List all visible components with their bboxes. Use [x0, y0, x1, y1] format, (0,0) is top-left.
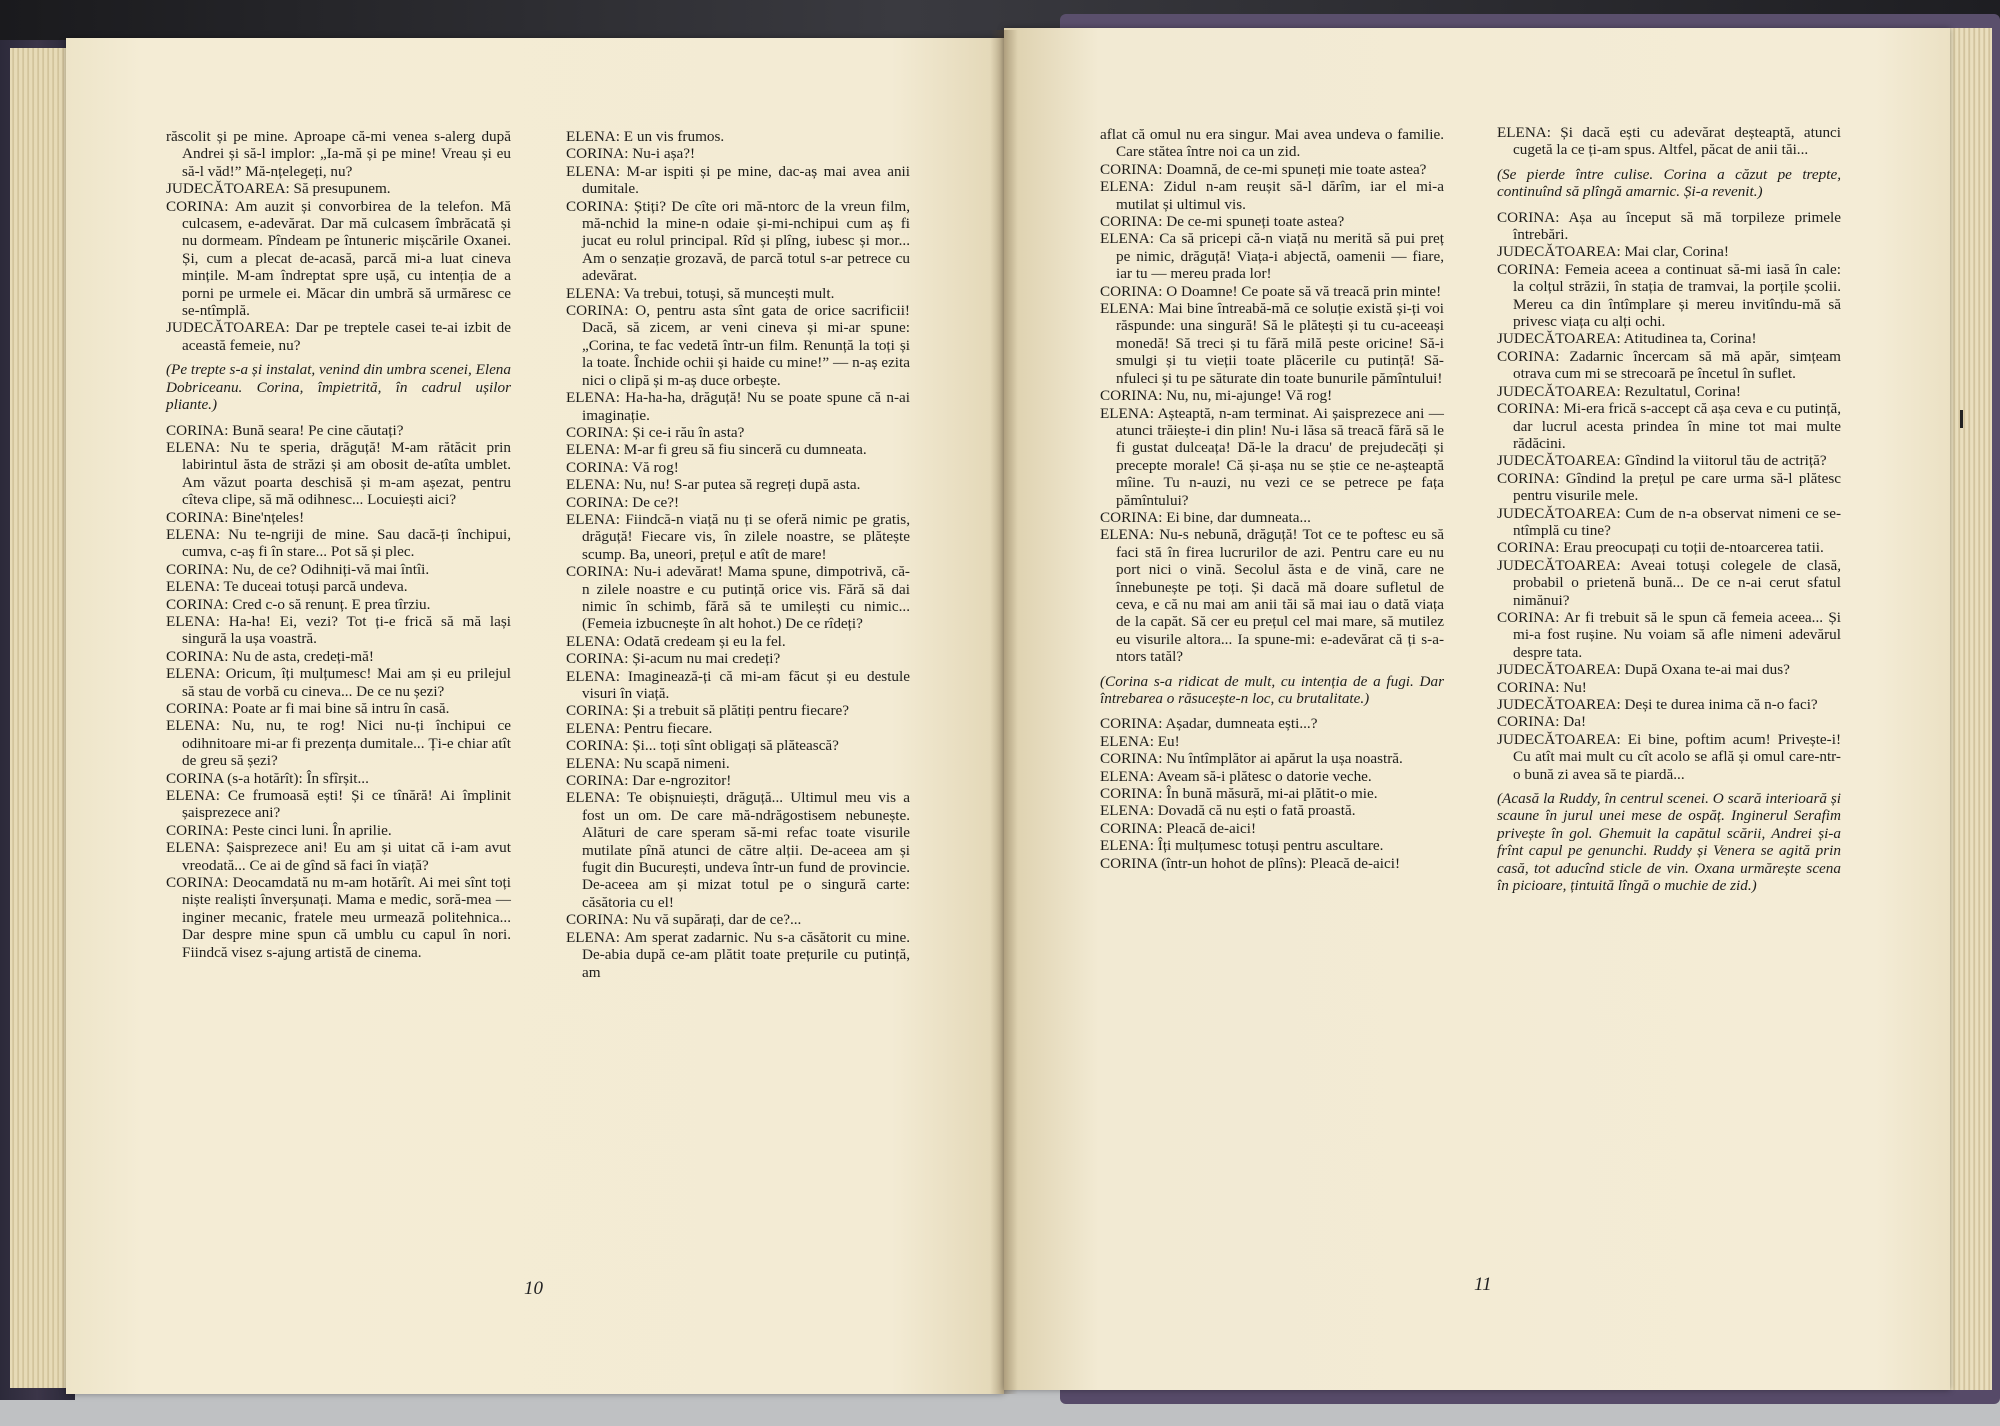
dialogue-line: CORINA: Nu, de ce? Odihniți-vă mai întîi.: [166, 560, 430, 578]
dialogue-line: CORINA: Erau preocupați cu toții de-ntoarcerea tatii.: [1497, 539, 1824, 557]
dialogue-line: CORINA: O, pentru asta sînt gata de orice sacrificii! Dacă, să zicem, ar veni cineva și mi-ar spune: „Corina, te fac vedetă într-un film. Renunță la toți și la toate. Închide ochii și haide cu mine!” — n-aș ezita nici o clipă și m-aș duce orbește.: [566, 302, 910, 389]
dialogue-line: CORINA: Bună seara! Pe cine căutați?: [166, 421, 404, 439]
dialogue-line: CORINA: O Doamne! Ce poate să vă treacă prin minte!: [1100, 282, 1442, 300]
dialogue-line: ELENA: Zidul n-am reușit să-l dărîm, iar el mi-a mutilat și ultimul vis.: [1100, 178, 1444, 213]
dialogue-line: CORINA: Ei bine, dar dumneata...: [1100, 508, 1311, 526]
stage-direction: (Se pierde între culise. Corina a căzut pe trepte, continuînd să plîngă amarnic. Și-a revenit.): [1497, 165, 1841, 201]
dialogue-line: CORINA: Mi-era frică s-accept că așa ceva e cu putință, dar lucrul acesta prindea în mine tot mai multe rădăcini.: [1497, 400, 1841, 452]
dialogue-line: CORINA: Doamnă, de ce-mi spuneți mie toate astea?: [1100, 160, 1427, 178]
dialogue-line: ELENA: Nu te speria, drăguță! M-am rătăcit prin labirintul ăsta de străzi și am obosit de-atîta umblet. Am văzut poarta deschisă și m-am așezat, pentru cîteva clipe, să mă odihnesc... Locuiești aici?: [166, 438, 511, 509]
dialogue-line: ELENA: Șaisprezece ani! Eu am și uitat că i-am avut vreodată... Ce ai de gînd să faci în viață?: [166, 839, 511, 874]
dialogue-line: CORINA (s-a hotărît): În sfîrșit...: [166, 769, 369, 787]
dialogue-line: JUDECĂTOAREA: Dar pe treptele casei te-ai izbit de această femeie, nu?: [166, 319, 511, 354]
dialogue-line: ELENA: Și dacă ești cu adevărat deșteaptă, atunci cugetă la ce ți-am spus. Altfel, păcat de anii tăi...: [1497, 124, 1841, 159]
right-page-column-2: [1497, 124, 1841, 902]
dialogue-line: ELENA: Imaginează-ți că mi-am făcut și eu destule visuri în viață.: [566, 667, 910, 702]
dialogue-line: CORINA: Cred c-o să renunț. E prea tîrziu.: [166, 595, 431, 613]
dialogue-line: JUDECĂTOAREA: Mai clar, Corina!: [1497, 243, 1729, 261]
dialogue-line: CORINA: Nu de asta, credeți-mă!: [166, 647, 374, 665]
dialogue-line: CORINA: Zadarnic încercam să mă apăr, simțeam otrava cum mi se strecoară pe încetul în suflet.: [1497, 347, 1841, 383]
dialogue-line: JUDECĂTOAREA: Cum de n-a observat nimeni ce se-ntîmplă cu tine?: [1497, 504, 1841, 539]
dialogue-line: CORINA: Bine'nțeles!: [166, 508, 305, 526]
dialogue-line: ELENA: Va trebui, totuși, să muncești mult.: [566, 284, 835, 302]
dialogue-line: ELENA: M-ar ispiti și pe mine, dac-aș mai avea anii dumitale.: [566, 162, 910, 198]
page-edges-left: [10, 48, 72, 1388]
dialogue-line: ELENA: Nu-s nebună, drăguță! Tot ce te poftesc eu să faci stă în firea lucrurilor de azi. Pentru care eu nu port nici o vină. Secolul ăsta e de vină, care ne înnebunește pe toți. Și dacă mă doare sufletul de ceva, e că nu mai am anii tăi să mai iau o dată viața de la capăt. Să cer eu prețul cel mai mare, să mutilez eu visurile altora... Ia spune-mi: e-adevărat că ți s-a-ntors tatăl?: [1100, 526, 1444, 666]
margin-mark: [1960, 410, 1963, 428]
dialogue-line: CORINA: Ar fi trebuit să le spun că femeia aceea... Și mi-a fost rușine. Nu voiam să afle nimeni adevărul despre tata.: [1497, 608, 1841, 661]
dialogue-line: aflat că omul nu era singur. Mai avea undeva o familie. Care stătea între noi ca un zid.: [1100, 126, 1444, 161]
dialogue-line: JUDECĂTOAREA: Gîndind la viitorul tău de actriță?: [1497, 452, 1827, 470]
dialogue-line: CORINA: Dar e-ngrozitor!: [566, 772, 732, 790]
dialogue-line: ELENA: Te duceai totuși parcă undeva.: [166, 578, 408, 596]
dialogue-line: CORINA (într-un hohot de plîns): Pleacă de-aici!: [1100, 854, 1400, 872]
dialogue-line: ELENA: Ce frumoasă ești! Și ce tînără! Ai împlinit șaisprezece ani?: [166, 787, 511, 822]
dialogue-line: CORINA: Nu, nu, mi-ajunge! Vă rog!: [1100, 387, 1333, 405]
dialogue-line: CORINA: Nu-i așa?!: [566, 145, 696, 163]
left-page-column-2: [566, 128, 910, 981]
dialogue-line: JUDECĂTOAREA: Ei bine, poftim acum! Privește-i! Cu atît mai mult cu cît acolo se află și omul care-ntr-o bună zi avea să te piardă...: [1497, 730, 1841, 783]
dialogue-line: CORINA: Așa au început să mă torpileze primele întrebări.: [1497, 208, 1841, 244]
dialogue-line: ELENA: Ca să pricepi că-n viață nu merită să pui preț pe nimic, drăguță! Viața-i abjectă, oamenii — fiare, iar tu — mereu prada lor!: [1100, 230, 1444, 283]
dialogue-line: ELENA: Nu scapă nimeni.: [566, 754, 730, 772]
dialogue-line: JUDECĂTOAREA: După Oxana te-ai mai dus?: [1497, 661, 1790, 679]
stage-direction: (Pe trepte s-a și instalat, venind din umbra scenei, Elena Dobriceanu. Corina, împietrită, în cadrul ușilor pliante.): [166, 361, 511, 414]
dialogue-line: CORINA: În bună măsură, mi-ai plătit-o mie.: [1100, 785, 1378, 803]
dialogue-line: CORINA: Nu vă supărați, dar de ce?...: [566, 911, 802, 929]
dialogue-line: CORINA: Pleacă de-aici!: [1100, 819, 1257, 837]
dialogue-line: JUDECĂTOAREA: Rezultatul, Corina!: [1497, 382, 1741, 400]
dialogue-line: CORINA: Poate ar fi mai bine să intru în casă.: [166, 700, 450, 717]
dialogue-line: CORINA: Așadar, dumneata ești...?: [1100, 715, 1318, 733]
dialogue-line: ELENA: Fiindcă-n viață nu ți se oferă nimic pe gratis, drăguță! Fiecare vis, în zilele noastre, se plătește scump. Ba, uneori, prețul e atît de mare!: [566, 510, 910, 563]
page-number-left: 10: [524, 1278, 543, 1299]
dialogue-line: ELENA: E un vis frumos.: [566, 128, 725, 145]
book-gutter: [990, 30, 1018, 1394]
dialogue-line: ELENA: Ha-ha-ha, drăguță! Nu se poate spune că n-ai imaginație.: [566, 389, 910, 424]
dialogue-line: ELENA: Dovadă că nu ești o fată proastă.: [1100, 802, 1356, 820]
dialogue-line: ELENA: Așteaptă, n-am terminat. Ai șaisprezece ani — atunci trăiește-i din plin! Nu-i lăsa să treacă fără să le fi gustat dulceața! Dă-le la dracu' de prejudecăți și precepte morale! Că și-așa nu se știe ce ne-așteaptă mîine. Tu n-auzi, nu vezi ce se petrece pe fața pămîntului?: [1100, 404, 1444, 509]
dialogue-line: ELENA: Odată credeam și eu la fel.: [566, 632, 786, 650]
dialogue-line: CORINA: Și ce-i rău în asta?: [566, 423, 745, 441]
dialogue-line: CORINA: Și... toți sînt obligați să plătească?: [566, 737, 839, 755]
left-page-column-1: [166, 128, 511, 961]
dialogue-line: CORINA: Gîndind la prețul pe care urma să-l plătesc pentru visurile mele.: [1497, 469, 1841, 505]
dialogue-line: ELENA: Am sperat zadarnic. Nu s-a căsătorit cu mine. De-abia după ce-am plătit toate prețurile cu putință, am: [566, 928, 910, 981]
dialogue-line: CORINA: Femeia aceea a continuat să-mi iasă în cale: la colțul străzii, în stația de tramvai, la porțile școlii. Mereu ca din întîmplare și mereu invitîndu-mă să privesc viața cu alți ochi.: [1497, 260, 1841, 331]
dialogue-line: ELENA: Îți mulțumesc totuși pentru ascultare.: [1100, 837, 1384, 855]
dialogue-line: CORINA: Da!: [1497, 713, 1587, 731]
stage-direction: (Corina s-a ridicat de mult, cu intenția de a fugi. Dar întrebarea o răsucește-n loc, cu brutalitate.): [1100, 672, 1444, 707]
dialogue-line: ELENA: Nu, nu! S-ar putea să regreți după asta.: [566, 476, 861, 494]
dialogue-line: CORINA: Nu-i adevărat! Mama spune, dimpotrivă, că-n zilele noastre e cu putință orice vis. Fără să dai nimic în schimb, fără să te umilești cu nimic... (Femeia izbucnește în alt hohot.) De ce rîdeți?: [566, 563, 910, 633]
dialogue-line: CORINA: Nu întîmplător ai apărut la ușa noastră.: [1100, 750, 1403, 768]
dialogue-line: răscolit și pe mine. Aproape că-mi venea s-alerg după Andrei și să-l implor: „Ia-mă și pe mine! Vreau și eu să-l văd!” Mă-nțelegeți, nu?: [166, 128, 511, 180]
dialogue-line: ELENA: Nu, nu, te rog! Nici nu-ți închipui ce odihnitoare mi-ar fi prezența dumitale... Ți-e chiar atît de greu să șezi?: [166, 717, 511, 770]
dialogue-line: JUDECĂTOAREA: Deși te durea inima că n-o faci?: [1497, 696, 1818, 713]
dialogue-line: CORINA: Am auzit și convorbirea de la telefon. Mă culcasem, e-adevărat. Dar mă culcasem îmbrăcată și nu dormeam. Pîndeam pe întuneric mișcările Oxanei. Și, cum a plecat de-acasă, parcă mi-a luat cineva mințile. M-am îndreptat spre ușă, cu intenția de a porni pe urmele ei. Măcar din umbră să urmăresc ce se-ntîmplă.: [166, 197, 511, 320]
right-page-column-1: [1100, 126, 1444, 872]
dialogue-line: CORINA: Și-acum nu mai credeți?: [566, 650, 781, 668]
page-number-right: 11: [1474, 1274, 1492, 1295]
stage-direction: (Acasă la Ruddy, în centrul scenei. O scară interioară și scaune în jurul unei mese de ospăț. Inginerul Serafim privește în gol. Ghemuit la capătul scării, Andrei și-a frînt capul pe genunchi. Ruddy și Venera se agită prin casă, tot aducînd sticle de vin. Oxana urmărește scena în picioare, țintuită lîngă o muchie de zid.): [1497, 790, 1841, 895]
dialogue-line: JUDECĂTOAREA: Atitudinea ta, Corina!: [1497, 330, 1757, 348]
dialogue-line: ELENA: Nu te-ngriji de mine. Sau dacă-ți închipui, cumva, c-aș fi în stare... Pot să și plec.: [166, 525, 511, 561]
dialogue-line: ELENA: Eu!: [1100, 732, 1180, 750]
dialogue-line: ELENA: M-ar fi greu să fiu sinceră cu dumneata.: [566, 441, 867, 459]
dialogue-line: JUDECĂTOAREA: Aveai totuși colegele de clasă, probabil o prietenă bună... De ce n-ai cerut sfatul nimănui?: [1497, 556, 1841, 609]
dialogue-line: CORINA: Deocamdată nu m-am hotărît. Ai mei sînt toți niște realiști înverșunați. Mama e medic, soră-mea — inginer mecanic, fratele meu urmează politehnica... Dar despre mine spun că umblu cu capul în nori. Fiindcă visez s-ajung artistă de cinema.: [166, 874, 511, 961]
dialogue-line: CORINA: De ce?!: [566, 493, 680, 511]
dialogue-line: CORINA: Și a trebuit să plătiți pentru fiecare?: [566, 702, 849, 720]
dialogue-line: ELENA: Ha-ha! Ei, vezi? Tot ți-e frică să mă lași singură la ușa voastră.: [166, 612, 511, 648]
dialogue-line: JUDECĂTOAREA: Să presupunem.: [166, 180, 391, 198]
dialogue-line: ELENA: Mai bine întreabă-mă ce soluție există și-ți voi răspunde: una singură! Să le plătești și tu cu-aceeași monedă! Să treci și tu fără milă peste oricine! Să-i smulgi și tu vieții toate plăcerile cu putință! Să-nfuleci și tu pe săturate din toate bunurile pămîntului!: [1100, 300, 1444, 387]
dialogue-line: ELENA: Te obișnuiești, drăguță... Ultimul meu vis a fost un om. De care mă-ndrăgostisem nebunește. Alături de care speram să-mi refac toate visurile mutilate pînă atunci de către alții. De-aceea am și fugit din București, undeva într-un fund de provincie. De-aceea am și mizat totul pe o singură carte: căsătoria cu el!: [566, 789, 910, 911]
dialogue-line: ELENA: Oricum, îți mulțumesc! Mai am și eu prilejul să stau de vorbă cu cineva... De ce nu șezi?: [166, 665, 511, 700]
dialogue-line: CORINA: Nu!: [1497, 678, 1587, 696]
dialogue-line: ELENA: Pentru fiecare.: [566, 719, 713, 737]
dialogue-line: CORINA: De ce-mi spuneți toate astea?: [1100, 213, 1345, 231]
dialogue-line: ELENA: Aveam să-i plătesc o datorie veche.: [1100, 767, 1372, 785]
dialogue-line: CORINA: Vă rog!: [566, 458, 679, 476]
dialogue-line: CORINA: Știți? De cîte ori mă-ntorc de la vreun film, mă-nchid la mine-n odaie și-mi-nchipui cum aș fi jucat eu rolul principal. Rîd și plîng, iubesc și mor... Am o senzație grozavă, de parcă totul s-ar petrece cu adevărat.: [566, 197, 910, 285]
dialogue-line: CORINA: Peste cinci luni. În aprilie.: [166, 821, 392, 839]
